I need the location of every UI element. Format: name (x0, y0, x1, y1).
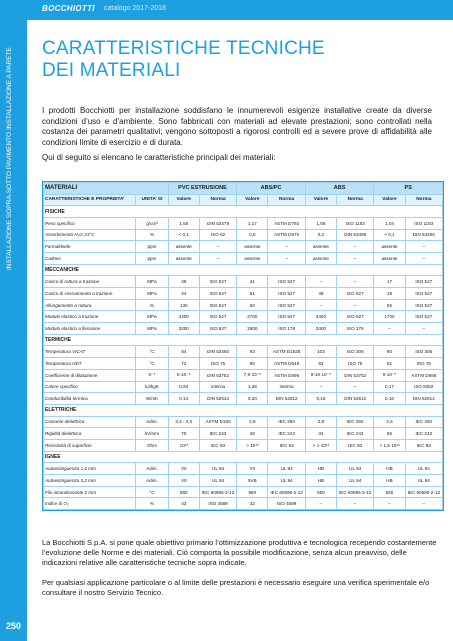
top-banner (0, 0, 453, 20)
property-cell: Costante dielettrica (44, 416, 136, 428)
value-cell: 3200 (168, 323, 199, 335)
norm-cell: ISO 527 (405, 299, 442, 311)
norm-cell: ISO 527 (405, 311, 442, 323)
value-cell: 51 (237, 288, 268, 300)
table-row (44, 463, 443, 475)
page-title-line-2: DEI MATERIALI (42, 60, 181, 81)
value-cell: 84 (168, 346, 199, 358)
norm-cell: DIN 52612 (337, 393, 374, 405)
value-cell: 0,20 (237, 393, 268, 405)
norm-cell: IEC 60695-2-12 (199, 486, 236, 498)
property-cell: Temperatura VICAT (44, 346, 136, 358)
table-row (44, 439, 443, 451)
table-row (44, 299, 443, 311)
norm-cell: – (199, 241, 236, 253)
norm-cell: IEC 250 (268, 416, 305, 428)
norm-cell: ASTM D648 (268, 358, 305, 370)
norm-cell: ISO 75 (405, 358, 442, 370)
advice-paragraph: Per qualsiasi applicazione particolare o al limite delle prestazioni è necessario eseguire una verifica sperimentale e/o consultare il nostro Servizio Tecnico. (42, 578, 430, 597)
norm-header: Norma (268, 194, 305, 206)
property-cell: Modulo elastico a flessione (44, 323, 136, 335)
value-cell: 2,8 (237, 416, 268, 428)
value-cell: – (305, 381, 336, 393)
norm-cell: ISO 527 (268, 276, 305, 288)
norm-cell: IEC 93 (337, 439, 374, 451)
norm-cell: – (337, 498, 374, 510)
disclaimer-paragraph: La Bocchiotti S.p.A. si pone quale obiettivo primario l’ottimizzazione produttiva e tecnologica recependo costantemente l’evoluzione delle Norme e dei materiali. Ciò comporta la possibile modificazione, senza alcun preavviso, delle indicazioni relative alle caratteristiche tecniche sopra indicate. (42, 538, 437, 567)
value-cell: – (374, 323, 405, 335)
page-number: 250 (0, 612, 27, 641)
value-cell: 49 (305, 288, 336, 300)
page-title (42, 38, 325, 82)
norm-header: Norma (337, 194, 374, 206)
norm-cell: IEC 60695-2-12 (337, 486, 374, 498)
property-cell: Rigidità dielettrica (44, 428, 136, 440)
table-row (44, 498, 443, 510)
value-cell: 1,06 (305, 217, 336, 229)
unit-cell: °C (136, 346, 168, 358)
value-cell: 10¹³ (168, 439, 199, 451)
norm-cell: – (337, 299, 374, 311)
norm-cell: IEC 93 (268, 439, 305, 451)
value-cell: 70 (168, 428, 199, 440)
property-cell: Resistività di superficie (44, 439, 136, 451)
value-cell: 18 (374, 288, 405, 300)
value-cell: 1,04 (374, 217, 405, 229)
value-cell: – (374, 498, 405, 510)
norm-cell: – (337, 381, 374, 393)
norm-header: Norma (199, 194, 236, 206)
norm-cell: ISO 4589 (268, 498, 305, 510)
value-cell: 72 (168, 358, 199, 370)
property-cell: Cadmio (44, 252, 136, 264)
value-cell: V0 (237, 463, 268, 475)
materials-header: MATERIALI (44, 183, 169, 195)
table-row (44, 311, 443, 323)
value-cell: 2700 (237, 311, 268, 323)
lead-paragraph: Qui di seguito si elencano le caratteristiche principali dei materiali: (42, 153, 276, 162)
norm-cell: – (337, 241, 374, 253)
value-cell: 50 (237, 299, 268, 311)
norm-cell: IEC 243 (268, 428, 305, 440)
value-cell: 130 (168, 299, 199, 311)
value-cell: 0,16 (374, 393, 405, 405)
norm-cell: ISO 527 (268, 311, 305, 323)
unit-cell: MPa (136, 311, 168, 323)
table-row (44, 475, 443, 487)
unit-cell: Adim. (136, 416, 168, 428)
unit-cell: kV/mm (136, 428, 168, 440)
unit-cell: kJ/kgK (136, 381, 168, 393)
intro-paragraph: I prodotti Bocchiotti per installazione soddisfano le innumerevoli esigenze installative create da diverse condizioni d’uso e d’ambiente. Sono fabbricati con materiali ad elevate prestazioni; sono controllati nella costanza dei parametri qualitativi; vengono sottoposti a rigorosi controlli ed a severe prove di affidabilità alle condizioni limite di esercizio e di durata. (42, 106, 432, 147)
norm-cell: ASTM D1525 (268, 346, 305, 358)
norm-cell: IEC 93 (199, 439, 236, 451)
value-cell: 55 (374, 299, 405, 311)
norm-cell: UL 94 (337, 463, 374, 475)
norm-cell: ISO 306 (337, 346, 374, 358)
value-header: Valore (374, 194, 405, 206)
norm-cell: ISO 62 (199, 229, 236, 241)
property-cell: Filo incandescente 2 mm (44, 486, 136, 498)
property-cell: Coefficiente di dilatazione (44, 369, 136, 381)
value-cell: V0 (168, 475, 199, 487)
norm-cell: ISO 75 (337, 358, 374, 370)
value-header: Valore (168, 194, 199, 206)
value-cell: HB (305, 463, 336, 475)
value-cell: 6·10⁻⁵ (168, 369, 199, 381)
norm-cell: – (337, 252, 374, 264)
value-cell: > 1·10¹³ (305, 439, 336, 451)
unit-cell: % (136, 229, 168, 241)
unit-cell: MPa (136, 288, 168, 300)
value-cell: 650 (305, 486, 336, 498)
value-cell: assente (374, 241, 405, 253)
value-cell: 3400 (305, 311, 336, 323)
value-cell: 9·10⁻⁵ (374, 369, 405, 381)
unit-cell: ppm (136, 241, 168, 253)
value-cell: 26 (237, 428, 268, 440)
value-cell: 960 (237, 486, 268, 498)
value-cell: V0 (168, 463, 199, 475)
value-cell: assente (168, 241, 199, 253)
sidebar (0, 20, 27, 641)
section-label: ELETTRICHE (44, 404, 443, 416)
norm-cell: – (405, 498, 442, 510)
material-header: PS (374, 183, 443, 195)
unit-cell: W/mK (136, 393, 168, 405)
value-cell: < 0,1 (374, 229, 405, 241)
value-cell: 0,16 (305, 393, 336, 405)
value-cell: – (305, 276, 336, 288)
table-row (44, 241, 443, 253)
norm-cell: IEC 93 (405, 439, 442, 451)
value-cell: 44 (168, 288, 199, 300)
value-cell: 960 (168, 486, 199, 498)
unit-cell: ppm (136, 252, 168, 264)
table-row (44, 252, 443, 264)
value-cell: 1,17 (237, 217, 268, 229)
table-row (44, 358, 443, 370)
value-cell: assente (305, 252, 336, 264)
norm-cell: UL 94 (199, 463, 236, 475)
norm-cell: ISO 1183 (405, 217, 442, 229)
norm-cell: DIN 53479 (199, 217, 236, 229)
value-cell: 0,94 (168, 381, 199, 393)
page-title-line-1: CARATTERISTICHE TECNICHE (42, 38, 325, 59)
value-cell: 0,14 (168, 393, 199, 405)
value-cell: 90 (374, 346, 405, 358)
table-row (44, 428, 443, 440)
section-label: MECCANICHE (44, 264, 443, 276)
unit-cell: Adim. (136, 475, 168, 487)
unit-cell: Ohm (136, 439, 168, 451)
property-cell: Modulo elastico a trazione (44, 311, 136, 323)
norm-cell: interna (268, 381, 305, 393)
norm-cell: DIN 53752 (199, 369, 236, 381)
unit-cell: % (136, 498, 168, 510)
value-cell: > 10¹³ (237, 439, 268, 451)
norm-cell: IEC 243 (199, 428, 236, 440)
sidebar-section-wall: INSTALLAZIONE A PARETE (6, 47, 13, 130)
norm-cell: ISO 527 (199, 311, 236, 323)
norm-cell: ISO 527 (405, 276, 442, 288)
value-cell: 8-10·10⁻⁵ (305, 369, 336, 381)
unit-cell: g/cm³ (136, 217, 168, 229)
norm-cell: ASTM D696 (268, 369, 305, 381)
table-row (44, 323, 443, 335)
value-cell: HB (374, 463, 405, 475)
value-cell: 7,9·10⁻⁵ (237, 369, 268, 381)
norm-cell: DIN 53752 (337, 369, 374, 381)
norm-cell: ISO 527 (268, 299, 305, 311)
value-cell: 17 (374, 276, 405, 288)
norm-cell: DIN 52612 (405, 393, 442, 405)
table-row (44, 393, 443, 405)
value-cell: – (305, 299, 336, 311)
norm-cell: UL 94 (268, 475, 305, 487)
unit-cell: Adim. (136, 463, 168, 475)
section-label: TERMICHE (44, 334, 443, 346)
table-row (44, 217, 443, 229)
value-cell: 39 (168, 276, 199, 288)
value-cell: HB (374, 475, 405, 487)
value-cell: 32 (237, 498, 268, 510)
norm-cell: ISO 178 (337, 323, 374, 335)
table-row (44, 276, 443, 288)
property-cell: Assorbimento H₂O 23°C (44, 229, 136, 241)
norm-cell: ISO 178 (268, 323, 305, 335)
value-cell: assente (168, 252, 199, 264)
norm-cell: IEC 243 (405, 428, 442, 440)
table-row (44, 288, 443, 300)
property-cell: Carico di rottura a trazione (44, 276, 136, 288)
table-section-row (44, 404, 443, 416)
value-cell: 3400 (305, 323, 336, 335)
unit-cell: K⁻¹ (136, 369, 168, 381)
norm-cell: ISO 527 (199, 323, 236, 335)
unit-cell: % (136, 299, 168, 311)
norm-cell: ISO 75 (199, 358, 236, 370)
value-cell: 93 (237, 346, 268, 358)
norm-cell: IEC 243 (337, 428, 374, 440)
norm-cell: ISO 527 (268, 288, 305, 300)
norm-cell: UL 94 (199, 475, 236, 487)
value-cell: 650 (374, 486, 405, 498)
properties-header: CARATTERISTICHE E PROPRIETA’ (44, 194, 136, 206)
value-cell: > 1,5·10¹³ (374, 439, 405, 451)
value-cell: 1,55 (168, 217, 199, 229)
table-section-row (44, 451, 443, 463)
property-cell: Indice di O₂ (44, 498, 136, 510)
catalog-label: catalogo 2017-2018 (104, 5, 166, 12)
table-row (44, 369, 443, 381)
table-section-row (44, 334, 443, 346)
norm-cell: ISO 306 (405, 346, 442, 358)
table-row (44, 229, 443, 241)
table-row (44, 486, 443, 498)
norm-cell: – (405, 241, 442, 253)
value-cell: 3,2 - 4,0 (168, 416, 199, 428)
value-cell: 5VB (237, 475, 268, 487)
value-cell: 2,5 (374, 416, 405, 428)
value-cell: 81 (374, 358, 405, 370)
page-number-box (0, 612, 27, 641)
value-cell: assente (374, 252, 405, 264)
materials-table (42, 181, 444, 511)
property-cell: Autoestinguenza 3,2 mm (44, 475, 136, 487)
value-cell: 103 (305, 346, 336, 358)
property-cell: Carico di snervamento a trazione (44, 288, 136, 300)
brand-logo: BOCCHIOTTI (42, 4, 95, 13)
section-label: FISICHE (44, 206, 443, 218)
norm-cell: ISO 527 (199, 276, 236, 288)
norm-cell: IEC 250 (337, 416, 374, 428)
norm-cell: ISO 8302 (405, 381, 442, 393)
property-cell: Temperatura HDT (44, 358, 136, 370)
norm-cell: DIN 53495 (337, 229, 374, 241)
norm-cell: ISO 527 (199, 299, 236, 311)
value-cell: 65 (374, 428, 405, 440)
value-cell: assente (237, 252, 268, 264)
norm-cell: ISO 4589 (199, 498, 236, 510)
norm-cell: DIN 52612 (268, 393, 305, 405)
norm-cell: UL 94 (268, 463, 305, 475)
value-cell: 2,8 (305, 416, 336, 428)
norm-cell: UL 94 (405, 475, 442, 487)
material-header: PVC ESTRUSIONE (168, 183, 237, 195)
value-cell: 0,6 (237, 229, 268, 241)
value-cell: assente (305, 241, 336, 253)
unit-header: UNITA’ SI (136, 194, 168, 206)
norm-cell: IEC 60695-2-12 (405, 486, 442, 498)
section-label: IGNEE (44, 451, 443, 463)
norm-header: Norma (405, 194, 442, 206)
table-body (44, 206, 443, 510)
norm-cell: – (405, 252, 442, 264)
norm-cell: DIN 53495 (405, 229, 442, 241)
norm-cell: – (199, 252, 236, 264)
value-cell: HB (305, 475, 336, 487)
unit-cell: °C (136, 358, 168, 370)
norm-cell: – (268, 241, 305, 253)
norm-cell: UL 94 (337, 475, 374, 487)
property-cell: Peso specifico (44, 217, 136, 229)
value-header: Valore (305, 194, 336, 206)
table-section-row (44, 264, 443, 276)
value-cell: 2600 (237, 323, 268, 335)
norm-cell: IEC 60695-2-12 (268, 486, 305, 498)
norm-cell: DIN 53460 (199, 346, 236, 358)
norm-cell: interna (199, 381, 236, 393)
value-cell: 0,17 (374, 381, 405, 393)
property-cell: Allungamento a rottura (44, 299, 136, 311)
table-row (44, 416, 443, 428)
property-cell: Formaldeide (44, 241, 136, 253)
value-cell: 41 (237, 276, 268, 288)
norm-cell: ASTM D792 (268, 217, 305, 229)
unit-cell: MPa (136, 323, 168, 335)
norm-cell: – (268, 252, 305, 264)
value-cell: 1700 (374, 311, 405, 323)
sidebar-section-floor: INSTALLAZIONE SOPRA-SOTTO PAVIMENTO (6, 131, 13, 270)
norm-cell: – (405, 323, 442, 335)
value-cell: 43 (168, 498, 199, 510)
value-cell: 0,2 (305, 229, 336, 241)
value-cell: 93 (305, 358, 336, 370)
table-row (44, 381, 443, 393)
norm-cell: ISO 527 (199, 288, 236, 300)
value-cell: 34 (305, 428, 336, 440)
norm-cell: ISO 527 (405, 288, 442, 300)
unit-cell: MPa (136, 276, 168, 288)
table-row (44, 346, 443, 358)
norm-cell: ISO 1183 (337, 217, 374, 229)
value-cell: 1,28 (237, 381, 268, 393)
value-cell: 90 (237, 358, 268, 370)
value-cell: assente (237, 241, 268, 253)
norm-cell: – (337, 276, 374, 288)
material-header: ABS (305, 183, 374, 195)
property-cell: Calore specifico (44, 381, 136, 393)
property-cell: Autoestinguenza 1,6 mm (44, 463, 136, 475)
table-section-row (44, 206, 443, 218)
norm-cell: UL 94 (405, 463, 442, 475)
value-cell: 4400 (168, 311, 199, 323)
value-header: Valore (237, 194, 268, 206)
value-cell: – (305, 498, 336, 510)
norm-cell: DIN 52612 (199, 393, 236, 405)
material-header: ABS/PC (237, 183, 306, 195)
value-cell: < 0,1 (168, 229, 199, 241)
norm-cell: IEC 250 (405, 416, 442, 428)
norm-cell: ISO 527 (337, 311, 374, 323)
norm-cell: ISO 527 (337, 288, 374, 300)
unit-cell: °C (136, 486, 168, 498)
norm-cell: ASTM D570 (268, 229, 305, 241)
norm-cell: ASTM D150 (199, 416, 236, 428)
property-cell: Conducibilità termica (44, 393, 136, 405)
norm-cell: ASTM D696 (405, 369, 442, 381)
